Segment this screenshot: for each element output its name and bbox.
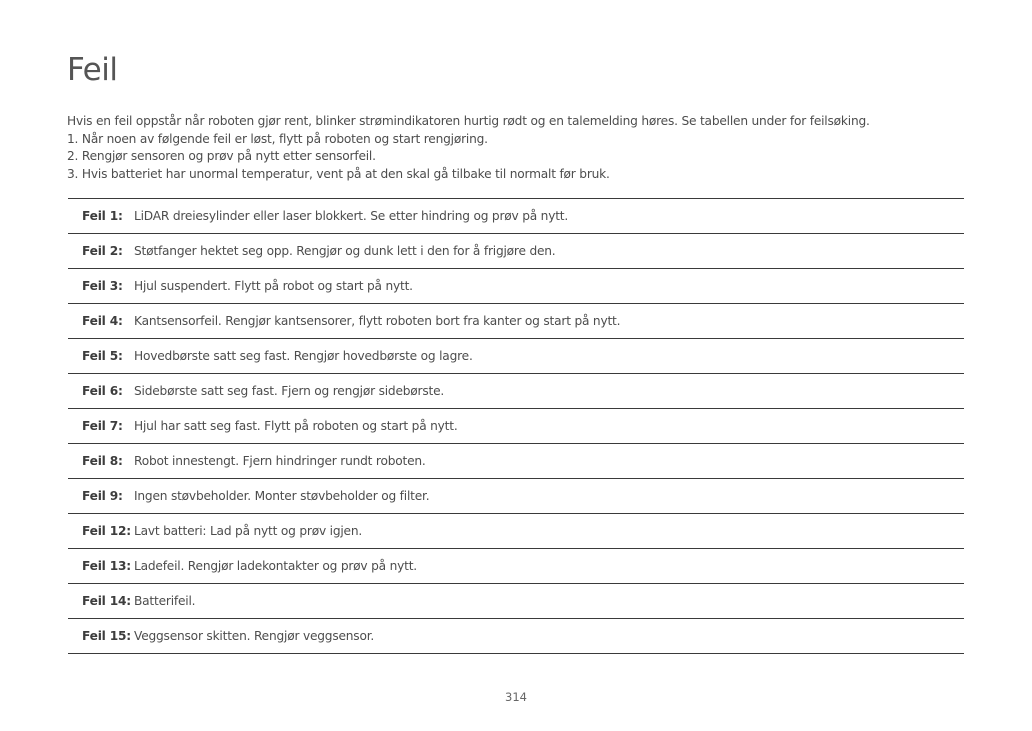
intro-step-1: 1. Når noen av følgende feil er løst, flytt på roboten og start rengjøring.: [67, 131, 488, 146]
table-row: [68, 234, 964, 269]
page-number: 314: [505, 690, 527, 704]
error-description: Sidebørste satt seg fast. Fjern og rengjør sidebørste.: [134, 384, 445, 398]
error-code: Feil 5:: [82, 349, 123, 363]
table-row: [68, 584, 964, 619]
error-code: Feil 3:: [82, 279, 123, 293]
error-description: Kantsensorfeil. Rengjør kantsensorer, flytt roboten bort fra kanter og start på nytt.: [134, 314, 621, 328]
error-code: Feil 14:: [82, 594, 131, 608]
intro-paragraph: Hvis en feil oppstår når roboten gjør rent, blinker strømindikatoren hurtig rødt og en talemelding høres. Se tabellen under for feilsøking.: [67, 114, 870, 128]
table-row: [68, 549, 964, 584]
error-description: Batterifeil.: [134, 594, 196, 608]
error-code: Feil 1:: [82, 209, 123, 223]
error-code: Feil 2:: [82, 244, 123, 258]
error-description: Hjul suspendert. Flytt på robot og start på nytt.: [134, 279, 413, 293]
page-title: Feil: [67, 52, 118, 88]
table-row: [68, 619, 964, 654]
intro-step-2: 2. Rengjør sensoren og prøv på nytt etter sensorfeil.: [67, 149, 376, 164]
table-row: [68, 339, 964, 374]
intro-step-3: 3. Hvis batteriet har unormal temperatur, vent på at den skal gå tilbake til normalt før bruk.: [67, 167, 610, 182]
error-code: Feil 9:: [82, 489, 123, 503]
error-description: Robot innestengt. Fjern hindringer rundt roboten.: [134, 454, 426, 468]
table-row: [68, 304, 964, 339]
error-description: Hjul har satt seg fast. Flytt på roboten og start på nytt.: [134, 419, 458, 433]
error-description: Støtfanger hektet seg opp. Rengjør og dunk lett i den for å frigjøre den.: [134, 244, 556, 258]
error-description: Veggsensor skitten. Rengjør veggsensor.: [134, 629, 375, 643]
error-code: Feil 7:: [82, 419, 123, 433]
error-code: Feil 8:: [82, 454, 123, 468]
table-row: [68, 269, 964, 304]
table-row: [68, 514, 964, 549]
table-row: [68, 479, 964, 514]
table-row: [68, 374, 964, 409]
error-table: [68, 198, 964, 654]
table-row: [68, 199, 964, 234]
error-code: Feil 13:: [82, 559, 131, 573]
error-code: Feil 4:: [82, 314, 123, 328]
error-description: Hovedbørste satt seg fast. Rengjør hovedbørste og lagre.: [134, 349, 473, 363]
error-code: Feil 15:: [82, 629, 131, 643]
error-description: Ladefeil. Rengjør ladekontakter og prøv på nytt.: [134, 559, 417, 573]
error-code: Feil 12:: [82, 524, 131, 538]
error-description: Ingen støvbeholder. Monter støvbeholder og filter.: [134, 489, 430, 503]
table-row: [68, 409, 964, 444]
error-description: Lavt batteri: Lad på nytt og prøv igjen.: [134, 524, 363, 538]
intro-text: [67, 113, 967, 184]
error-description: LiDAR dreiesylinder eller laser blokkert. Se etter hindring og prøv på nytt.: [134, 209, 569, 223]
error-code: Feil 6:: [82, 384, 123, 398]
table-row: [68, 444, 964, 479]
